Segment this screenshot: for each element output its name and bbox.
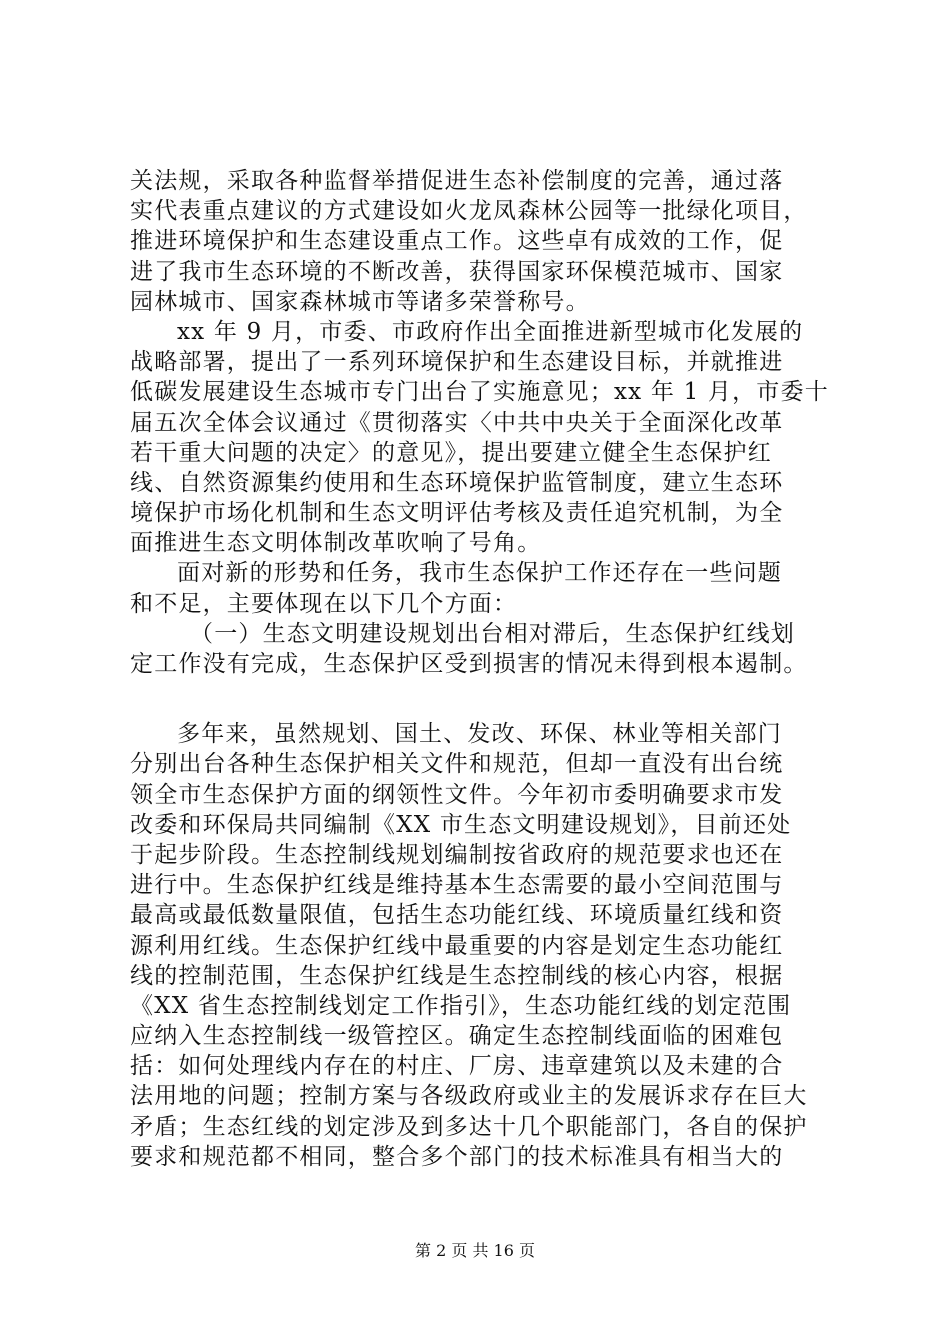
paragraph-spacer — [130, 679, 830, 719]
text-line: 园林城市、国家森林城市等诸多荣誉称号。 — [130, 288, 590, 315]
document-body — [130, 166, 830, 1172]
text-line: 关法规，采取各种监督举措促进生态补偿制度的完善，通过落 — [130, 168, 784, 194]
text-line: 括：如何处理线内存在的村庄、厂房、违章建筑以及未建的合 — [130, 1053, 784, 1080]
text-line: 届五次全体会议通过《贯彻落实〈中共中央关于全面深化改革 — [130, 409, 784, 436]
text-line: 分别出台各种生态保护相关文件和规范，但却一直没有出台统 — [130, 751, 784, 778]
page-number: 第 2 页 共 16 页 — [415, 1241, 535, 1260]
text-line: 源利用红线。生态保护红线中最重要的内容是划定生态功能红 — [130, 932, 784, 959]
page-footer — [0, 1241, 950, 1261]
text-line: 进行中。生态保护红线是维持基本生态需要的最小空间范围与 — [130, 872, 784, 899]
text-line: 定工作没有完成，生态保护区受到损害的情况未得到根本遏制。 — [130, 651, 808, 677]
text-line: 线、自然资源集约使用和生态环境保护监管制度，建立生态环 — [130, 469, 784, 496]
section-heading-1 — [130, 619, 830, 679]
text-line: 要求和规范都不相同，整合多个部门的技术标准具有相当大的 — [130, 1143, 784, 1170]
paragraph-strategy — [130, 317, 830, 559]
paragraph-planning — [130, 719, 830, 1172]
text-line: 实代表重点建议的方式建设如火龙凤森林公园等一批绿化项目， — [130, 198, 808, 225]
paragraph-continuation — [130, 166, 830, 317]
text-line: 最高或最低数量限值，包括生态功能红线、环境质量红线和资 — [130, 902, 784, 929]
text-line: 于起步阶段。生态控制线规划编制按省政府的规范要求也还在 — [130, 841, 784, 868]
text-line: 多年来，虽然规划、国土、发改、环保、林业等相关部门 — [177, 721, 782, 748]
text-line: 领全市生态保护方面的纲领性文件。今年初市委明确要求市发 — [130, 781, 784, 808]
text-line: 低碳发展建设生态城市专门出台了实施意见；xx 年 1 月，市委十 — [130, 379, 829, 406]
text-line: 《XX 省生态控制线划定工作指引》，生态功能红线的划定范围 — [130, 992, 792, 1019]
text-line: 推进环境保护和生态建设重点工作。这些卓有成效的工作，促 — [130, 228, 784, 255]
text-line: 面推进生态文明体制改革吹响了号角。 — [130, 530, 542, 557]
text-line: 应纳入生态控制线一级管控区。确定生态控制线面临的困难包 — [130, 1023, 784, 1050]
text-line: 战略部署，提出了一系列环境保护和生态建设目标，并就推进 — [130, 349, 784, 376]
text-line: 线的控制范围，生态保护红线是生态控制线的核心内容，根据 — [130, 962, 784, 989]
text-line: 若干重大问题的决定〉的意见》，提出要建立健全生态保护红 — [130, 439, 772, 466]
text-line: 进了我市生态环境的不断改善，获得国家环保模范城市、国家 — [130, 258, 784, 285]
text-line: 面对新的形势和任务，我市生态保护工作还存在一些问题 — [177, 560, 782, 587]
text-line: （一）生态文明建设规划出台相对滞后，生态保护红线划 — [190, 620, 795, 647]
text-line: 法用地的问题；控制方案与各级政府或业主的发展诉求存在巨大 — [130, 1083, 808, 1110]
text-line: xx 年 9 月，市委、市政府作出全面推进新型城市化发展的 — [177, 318, 804, 345]
paragraph-problems-intro — [130, 558, 830, 618]
text-line: 矛盾；生态红线的划定涉及到多达十几个职能部门，各自的保护 — [130, 1113, 808, 1140]
text-line: 境保护市场化机制和生态文明评估考核及责任追究机制，为全 — [130, 500, 784, 527]
text-line: 和不足，主要体现在以下几个方面： — [130, 590, 518, 617]
text-line: 改委和环保局共同编制《XX 市生态文明建设规划》，目前还处 — [130, 811, 792, 838]
